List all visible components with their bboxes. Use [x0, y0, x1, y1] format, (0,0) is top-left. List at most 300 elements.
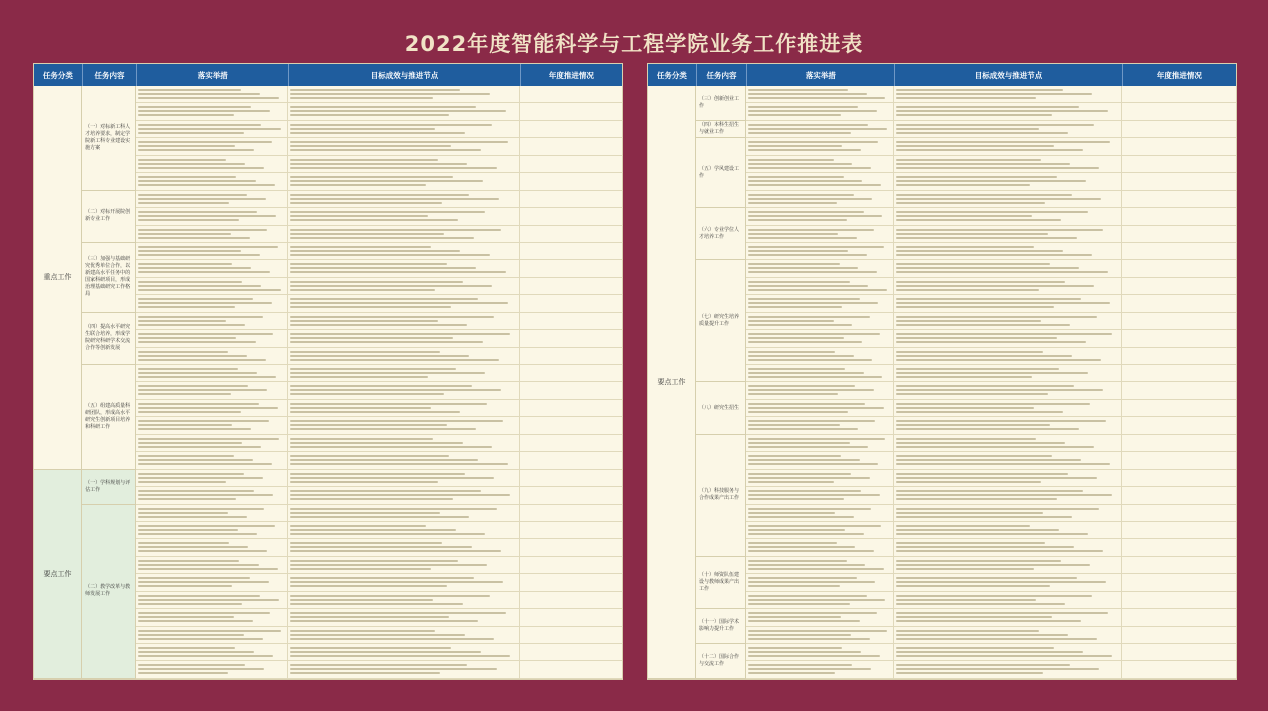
text-line-placeholder [896, 455, 1052, 457]
text-line-placeholder [138, 577, 250, 579]
text-line-placeholder [138, 595, 260, 597]
progress-cell [520, 156, 622, 172]
text-line-placeholder [138, 581, 269, 583]
progress-cell [1122, 348, 1236, 364]
text-line-placeholder [138, 393, 231, 395]
progress-cell [1122, 574, 1236, 590]
task-cell: （九）科技服务与合作成果产出工作 [696, 435, 745, 557]
text-line-placeholder [748, 176, 844, 178]
text-line-placeholder [748, 529, 845, 531]
measures-cell [136, 173, 288, 189]
table-row [746, 348, 1236, 365]
text-line-placeholder [748, 630, 887, 632]
measures-cell [136, 470, 288, 486]
progress-cell [1122, 417, 1236, 433]
text-line-placeholder [290, 508, 497, 510]
text-line-placeholder [748, 616, 841, 618]
progress-cell [520, 470, 622, 486]
progress-cell [1122, 278, 1236, 294]
text-line-placeholder [138, 473, 244, 475]
table-row [746, 313, 1236, 330]
progress-cell [1122, 522, 1236, 538]
text-line-placeholder [748, 599, 885, 601]
text-line-placeholder [290, 512, 440, 514]
goals-cell [288, 365, 520, 381]
text-line-placeholder [896, 490, 1083, 492]
progress-cell [520, 505, 622, 521]
text-line-placeholder [290, 333, 510, 335]
measures-cell [136, 313, 288, 329]
progress-cell [1122, 470, 1236, 486]
text-line-placeholder [896, 424, 1050, 426]
text-line-placeholder [138, 114, 234, 116]
text-line-placeholder [290, 473, 465, 475]
text-line-placeholder [138, 202, 229, 204]
table-row [746, 191, 1236, 208]
text-line-placeholder [896, 525, 1030, 527]
text-line-placeholder [290, 359, 499, 361]
task-cell: （七）研究生培养质量提升工作 [696, 260, 745, 382]
text-line-placeholder [748, 577, 857, 579]
table-row [136, 574, 622, 591]
text-line-placeholder [896, 106, 1079, 108]
task-cell: （十）师资队伍建设与教师成果产出工作 [696, 557, 745, 609]
goals-cell [288, 295, 520, 311]
header-measures: 落实举措 [137, 64, 289, 86]
text-line-placeholder [896, 184, 1030, 186]
text-line-placeholder [290, 163, 467, 165]
measures-cell [746, 295, 894, 311]
text-line-placeholder [290, 612, 506, 614]
text-line-placeholder [748, 595, 867, 597]
table-row [746, 574, 1236, 591]
text-line-placeholder [290, 529, 456, 531]
goals-cell [894, 661, 1122, 677]
text-line-placeholder [138, 512, 228, 514]
goals-cell [894, 121, 1122, 137]
goals-cell [894, 243, 1122, 259]
text-line-placeholder [748, 494, 880, 496]
text-line-placeholder [748, 389, 874, 391]
measures-cell [746, 103, 894, 119]
text-line-placeholder [896, 508, 1099, 510]
text-line-placeholder [290, 215, 428, 217]
text-line-placeholder [748, 341, 862, 343]
text-line-placeholder [290, 368, 456, 370]
text-line-placeholder [896, 211, 1088, 213]
progress-cell [520, 644, 622, 660]
table-row [136, 522, 622, 539]
text-line-placeholder [896, 97, 1036, 99]
text-line-placeholder [748, 463, 878, 465]
category-cell: 要点工作 [648, 86, 695, 679]
text-line-placeholder [138, 508, 264, 510]
text-line-placeholder [290, 324, 467, 326]
text-line-placeholder [896, 473, 1068, 475]
text-line-placeholder [290, 564, 487, 566]
text-line-placeholder [748, 149, 861, 151]
progress-cell [520, 400, 622, 416]
text-line-placeholder [290, 477, 494, 479]
text-line-placeholder [138, 337, 236, 339]
goals-cell [288, 138, 520, 154]
measures-cell [746, 382, 894, 398]
measures-cell [746, 505, 894, 521]
goals-cell [288, 86, 520, 102]
text-line-placeholder [138, 351, 228, 353]
goals-cell [894, 435, 1122, 451]
table-row [136, 644, 622, 661]
text-line-placeholder [896, 351, 1043, 353]
text-line-placeholder [290, 664, 467, 666]
task-cell: （八）研究生招生 [696, 382, 745, 434]
goals-cell [894, 138, 1122, 154]
text-line-placeholder [290, 581, 503, 583]
text-line-placeholder [290, 630, 435, 632]
text-line-placeholder [290, 550, 501, 552]
right-table-header [648, 64, 1236, 86]
text-line-placeholder [896, 219, 1061, 221]
text-line-placeholder [138, 372, 257, 374]
progress-cell [520, 609, 622, 625]
text-line-placeholder [896, 616, 1052, 618]
table-row [746, 226, 1236, 243]
text-line-placeholder [138, 560, 239, 562]
text-line-placeholder [290, 595, 490, 597]
text-line-placeholder [896, 585, 1050, 587]
text-line-placeholder [138, 529, 238, 531]
table-row [136, 121, 622, 138]
table-row [136, 330, 622, 347]
progress-cell [1122, 260, 1236, 276]
table-row [746, 661, 1236, 678]
text-line-placeholder [290, 411, 460, 413]
task-column [82, 86, 136, 679]
progress-cell [520, 173, 622, 189]
text-line-placeholder [138, 542, 229, 544]
progress-cell [520, 226, 622, 242]
text-line-placeholder [896, 368, 1059, 370]
goals-cell [288, 330, 520, 346]
measures-cell [136, 417, 288, 433]
text-line-placeholder [138, 672, 228, 674]
progress-cell [1122, 557, 1236, 573]
text-line-placeholder [896, 542, 1045, 544]
measures-cell [136, 103, 288, 119]
goals-cell [288, 278, 520, 294]
measures-cell [746, 470, 894, 486]
goals-cell [894, 487, 1122, 503]
goals-cell [288, 557, 520, 573]
table-row [746, 470, 1236, 487]
text-line-placeholder [896, 93, 1092, 95]
measures-cell [136, 661, 288, 677]
text-line-placeholder [896, 634, 1068, 636]
text-line-placeholder [748, 672, 835, 674]
text-line-placeholder [290, 393, 444, 395]
text-line-placeholder [138, 97, 279, 99]
text-line-placeholder [290, 481, 438, 483]
goals-cell [894, 557, 1122, 573]
table-row [136, 191, 622, 208]
text-line-placeholder [748, 368, 845, 370]
measures-cell [746, 121, 894, 137]
text-line-placeholder [896, 271, 1108, 273]
table-row [136, 156, 622, 173]
progress-cell [520, 191, 622, 207]
text-line-placeholder [138, 490, 254, 492]
table-row [746, 487, 1236, 504]
text-line-placeholder [748, 298, 860, 300]
goals-cell [894, 522, 1122, 538]
measures-cell [746, 243, 894, 259]
text-line-placeholder [896, 512, 1043, 514]
text-line-placeholder [290, 271, 506, 273]
measures-cell [136, 627, 288, 643]
goals-cell [894, 208, 1122, 224]
goals-cell [894, 348, 1122, 364]
goals-cell [288, 313, 520, 329]
text-line-placeholder [748, 215, 882, 217]
text-line-placeholder [896, 498, 1057, 500]
text-line-placeholder [896, 568, 1034, 570]
progress-cell [520, 208, 622, 224]
header-task: 任务内容 [697, 64, 748, 86]
left-table [33, 63, 623, 680]
text-line-placeholder [290, 106, 476, 108]
text-line-placeholder [138, 215, 276, 217]
table-row [136, 226, 622, 243]
text-line-placeholder [290, 463, 508, 465]
text-line-placeholder [138, 198, 266, 200]
text-line-placeholder [290, 459, 478, 461]
progress-cell [1122, 487, 1236, 503]
text-line-placeholder [896, 194, 1072, 196]
text-line-placeholder [138, 359, 266, 361]
text-line-placeholder [290, 647, 451, 649]
text-line-placeholder [290, 372, 485, 374]
text-line-placeholder [896, 333, 1112, 335]
text-line-placeholder [290, 655, 510, 657]
text-line-placeholder [748, 651, 861, 653]
text-line-placeholder [290, 337, 453, 339]
text-line-placeholder [138, 407, 278, 409]
goals-cell [288, 400, 520, 416]
measures-cell [746, 557, 894, 573]
text-line-placeholder [896, 302, 1110, 304]
measures-cell [136, 539, 288, 555]
text-line-placeholder [290, 599, 433, 601]
category-cell: 重点工作 [34, 86, 81, 470]
table-row [746, 208, 1236, 225]
table-row [136, 557, 622, 574]
text-line-placeholder [290, 616, 449, 618]
text-line-placeholder [748, 89, 848, 91]
goals-cell [894, 574, 1122, 590]
table-row [746, 539, 1236, 556]
text-line-placeholder [896, 612, 1108, 614]
measures-cell [136, 330, 288, 346]
text-line-placeholder [748, 424, 840, 426]
text-line-placeholder [290, 542, 442, 544]
right-table-body [648, 86, 1236, 679]
measures-cell [746, 435, 894, 451]
goals-cell [288, 539, 520, 555]
text-line-placeholder [290, 180, 483, 182]
text-line-placeholder [138, 385, 248, 387]
text-line-placeholder [748, 163, 852, 165]
text-line-placeholder [138, 655, 273, 657]
task-cell: （一）对标新工科人才培养要求，制定学院新工科专业建设实施方案 [82, 86, 135, 191]
measures-cell [136, 138, 288, 154]
table-row [136, 400, 622, 417]
progress-cell [1122, 156, 1236, 172]
text-line-placeholder [138, 376, 276, 378]
task-cell: （四）本科生招生与就业工作 [696, 121, 745, 138]
table-row [746, 609, 1236, 626]
text-line-placeholder [748, 612, 877, 614]
text-line-placeholder [290, 668, 497, 670]
progress-cell [520, 627, 622, 643]
progress-cell [1122, 121, 1236, 137]
text-line-placeholder [290, 376, 428, 378]
text-line-placeholder [896, 603, 1065, 605]
text-line-placeholder [748, 634, 851, 636]
table-row [746, 121, 1236, 138]
text-line-placeholder [138, 316, 263, 318]
text-line-placeholder [896, 198, 1101, 200]
text-line-placeholder [896, 289, 1039, 291]
text-line-placeholder [138, 159, 226, 161]
goals-cell [288, 243, 520, 259]
text-line-placeholder [290, 389, 501, 391]
text-line-placeholder [138, 141, 272, 143]
goals-cell [288, 487, 520, 503]
progress-cell [1122, 452, 1236, 468]
goals-cell [894, 505, 1122, 521]
text-line-placeholder [138, 498, 236, 500]
text-line-placeholder [748, 455, 841, 457]
text-line-placeholder [290, 211, 485, 213]
text-line-placeholder [748, 180, 862, 182]
text-line-placeholder [290, 560, 458, 562]
progress-cell [520, 557, 622, 573]
text-line-placeholder [748, 167, 871, 169]
text-line-placeholder [896, 176, 1057, 178]
measures-cell [136, 557, 288, 573]
text-line-placeholder [138, 616, 234, 618]
goals-cell [288, 627, 520, 643]
table-row [746, 173, 1236, 190]
text-line-placeholder [138, 612, 270, 614]
text-line-placeholder [748, 337, 844, 339]
goals-cell [288, 470, 520, 486]
page-title: 2022年度智能科学与工程学院业务工作推进表 [404, 32, 864, 56]
measures-cell [746, 313, 894, 329]
table-row [136, 539, 622, 556]
text-line-placeholder [138, 463, 272, 465]
left-table-header [34, 64, 622, 86]
text-line-placeholder [748, 254, 867, 256]
measures-cell [136, 400, 288, 416]
text-line-placeholder [748, 542, 837, 544]
text-line-placeholder [290, 516, 469, 518]
progress-cell [520, 661, 622, 677]
text-line-placeholder [290, 525, 426, 527]
goals-cell [288, 173, 520, 189]
text-line-placeholder [748, 184, 881, 186]
text-line-placeholder [748, 411, 848, 413]
text-line-placeholder [138, 194, 247, 196]
progress-cell [520, 138, 622, 154]
text-line-placeholder [290, 132, 465, 134]
progress-cell [1122, 330, 1236, 346]
measures-cell [136, 86, 288, 102]
text-line-placeholder [290, 634, 465, 636]
measures-cell [746, 156, 894, 172]
measures-cell [136, 452, 288, 468]
text-line-placeholder [896, 89, 1063, 91]
goals-cell [894, 313, 1122, 329]
goals-cell [894, 86, 1122, 102]
task-cell: （十一）国际学术影响力提升工作 [696, 609, 745, 644]
text-line-placeholder [290, 89, 460, 91]
text-line-placeholder [748, 638, 870, 640]
text-line-placeholder [290, 341, 483, 343]
progress-cell [1122, 191, 1236, 207]
text-line-placeholder [748, 620, 860, 622]
text-line-placeholder [896, 110, 1108, 112]
text-line-placeholder [290, 585, 447, 587]
goals-cell [894, 295, 1122, 311]
text-line-placeholder [896, 267, 1079, 269]
table-row [136, 452, 622, 469]
text-line-placeholder [138, 285, 261, 287]
text-line-placeholder [138, 620, 253, 622]
goals-cell [288, 348, 520, 364]
text-line-placeholder [290, 568, 431, 570]
text-line-placeholder [138, 184, 275, 186]
progress-cell [520, 539, 622, 555]
goals-cell [288, 103, 520, 119]
text-line-placeholder [896, 550, 1103, 552]
progress-cell [1122, 592, 1236, 608]
text-line-placeholder [290, 320, 438, 322]
text-line-placeholder [896, 463, 1110, 465]
text-line-placeholder [896, 141, 1110, 143]
measures-cell [136, 348, 288, 364]
text-line-placeholder [138, 93, 260, 95]
text-line-placeholder [748, 141, 878, 143]
measures-cell [746, 330, 894, 346]
text-line-placeholder [896, 132, 1068, 134]
text-line-placeholder [290, 420, 503, 422]
progress-cell [520, 452, 622, 468]
measures-cell [136, 435, 288, 451]
text-line-placeholder [896, 320, 1041, 322]
text-line-placeholder [748, 473, 851, 475]
text-line-placeholder [290, 281, 463, 283]
text-line-placeholder [290, 202, 442, 204]
text-line-placeholder [290, 446, 492, 448]
text-line-placeholder [138, 229, 267, 231]
text-line-placeholder [748, 516, 854, 518]
goals-cell [288, 522, 520, 538]
goals-cell [894, 226, 1122, 242]
text-line-placeholder [748, 289, 887, 291]
progress-cell [1122, 103, 1236, 119]
text-line-placeholder [138, 341, 256, 343]
